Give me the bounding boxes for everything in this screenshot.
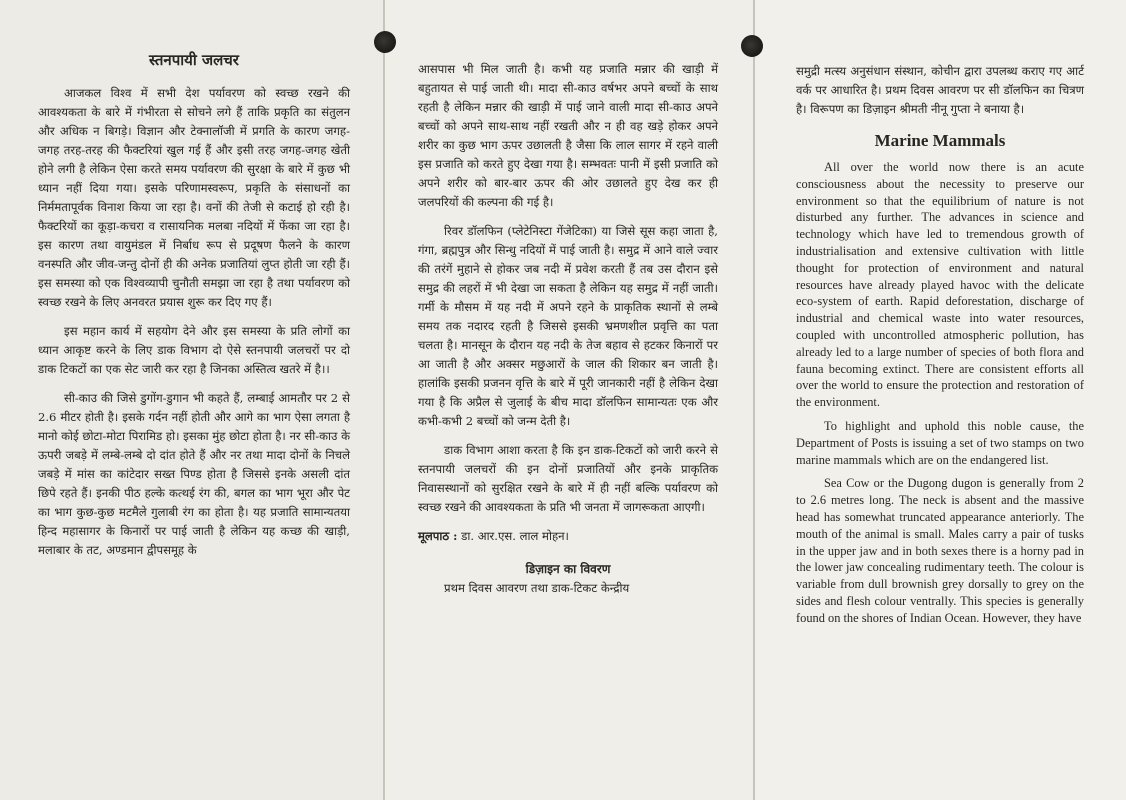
credit-name: डा. आर.एस. लाल मोहन। <box>461 529 569 543</box>
english-title: Marine Mammals <box>874 131 1006 150</box>
english-paragraph-3: Sea Cow or the Dugong dugon is generally from 2 to 2.6 metres long. The neck is absent and the massive head has somewhat truncated appearance anteriorly. The mouth of the animal is small. Males carry a pair of tusks in the upper jaw and in both sexes there is a horny pad in the lower jaw concealing rudimentary teeth. The colour is variable from dull brownish grey dorsally to grey on the sides and flesh colour ventrally. This species is generally found on the shores of Indian Ocean. However, they have <box>796 476 1084 625</box>
fold-seam-left <box>383 0 385 800</box>
credit-label: मूलपाठ : <box>418 529 458 543</box>
english-paragraph-1: All over the world now there is an acute consciousness about the necessity to preserve our environment so that the equilibrium of nature is not disturbed any further. The advances in science and technology which have led to tremendous growth of industrialisation and extensive cultivation with little thought for protection of environment and natural resources have already played havoc with the delicate eco-system of earth. Rapid deforestation, discharge of industrial and chemical waste into water resources, coupled with uncontrolled atmospheric pollution, has already led to a large number of species of both flora and fauna becoming extinct. There are consistent efforts all over the world to ensure the protection and restoration of the environment. <box>796 160 1084 410</box>
design-text: प्रथम दिवस आवरण तथा डाक-टिकट केन्द्रीय <box>444 581 630 595</box>
left-column <box>38 0 350 570</box>
middle-column <box>418 0 718 608</box>
hindi-paragraph-6: डाक विभाग आशा करता है कि इन डाक-टिकटों को जारी करने से स्तनपायी जलचरों की इन दोनों प्रजातियों और इनके प्राकृतिक निवासस्थानों को सुरक्षित रखने के बारे में ही नहीं बल्कि पर्यावरण को स्वच्छ रखने की आवश्यकता के प्रति भी जनता में जागरूकता आएगी। <box>418 443 718 514</box>
punch-hole-left <box>374 31 396 53</box>
design-heading: डिज़ाइन का विवरण <box>525 562 611 576</box>
credit-line <box>418 527 718 546</box>
fold-seam-right <box>753 0 755 800</box>
hindi-paragraph-1: आजकल विश्व में सभी देश पर्यावरण को स्वच्छ रखने की आवश्यकता के बारे में गंभीरता से सोचने लगे हैं ताकि प्रकृति का संतुलन और अधिक न बिगड़े। विज्ञान और टेक्नालॉजी में प्रगति के कारण जगह-जगह तरह-तरह की फैक्टरियां खुल गई हैं और इसी तरह जगह-जगह खेती होने लगी है लेकिन ऐसा करते समय पर्यावरण की सुरक्षा के बारे में कुछ भी ध्यान नहीं दिया गया। इसके परिणामस्वरूप, प्रकृति के संसाधनों का निर्ममतापूर्वक विनाश किया जा रहा है। वनों की तेजी से कटाई हो रही है। फैक्टरियों का कूड़ा-कचरा व रासायनिक मलबा नदियों में फेंका जा रहा है। इस कारण तथा वायुमंडल में निर्बाध रूप से प्रदूषण फैलने के कारण वनस्पति और जीव-जन्तु दोनों ही की अनेक प्रजातियां लुप्त होती जा रही हैं। इस समस्या को एक विश्वव्यापी चुनौती समझा जा रहा है तथा पर्यावरण को स्वच्छ रखने के लिए अनवरत प्रयास शुरू कर दिए गए हैं। <box>38 86 350 309</box>
left-panel <box>0 0 384 800</box>
hindi-paragraph-4: आसपास भी मिल जाती है। कभी यह प्रजाति मन्नार की खाड़ी में बहुतायत से पाई जाती थी। मादा सी-काउ वर्षभर अपने बच्चों के साथ रहती है लेकिन मन्नार की खाड़ी में पाई जाने वाली मादा सी-काउ अपने बच्चों को अपने साथ-साथ नहीं रखती और न ही वह खड़े होकर अपने शरीर का कुछ भाग ऊपर उछालती है जैसा कि लाल सागर में रहने वाली इस प्रजाति को करते हुए देखा गया है। सम्भवतः पानी में इसी प्रजाति को अपने शरीर को बार-बार ऊपर की ओर उछालते हुए देख कर ही जलपरियों की कल्पना की गई है। <box>418 62 718 209</box>
english-paragraph-2: To highlight and uphold this noble cause, the Department of Posts is issuing a set of two stamps on two marine mammals which are on the endangered list. <box>796 418 1084 467</box>
right-panel <box>754 0 1126 800</box>
hindi-paragraph-2: इस महान कार्य में सहयोग देने और इस समस्या के प्रति लोगों का ध्यान आकृष्ट करने के लिए डाक विभाग दो ऐसे स्तनपायी जलचरों पर दो डाक टिकटों का एक सेट जारी कर रहा है जिनका अस्तित्व खतरे में है।। <box>38 324 350 376</box>
punch-hole-right <box>741 35 763 57</box>
hindi-paragraph-5: रिवर डॉलफिन (प्लेटेनिस्टा गेंजेटिका) या जिसे सूस कहा जाता है, गंगा, ब्रह्मपुत्र और सिन्धु नदियों में पाई जाती है। समुद्र में आने वाले ज्वार की तरंगें मुहाने से होकर जब नदी में प्रवेश करती हैं तब उस दौरान इसे समुद्र की लहरों में भी देखा जा सकता है लेकिन यह समुद्र में नहीं जाती। गर्मी के मौसम में यह नदी में अपने रहने के प्राकृतिक स्थानों से लम्बे समय तक नदारद रहती है जिससे इसकी भ्रमणशील प्रवृत्ति का पता चलता है। मानसून के दौरान यह नदी के तेज बहाव से हटकर किनारों पर आ जाती है और अक्सर मछुआरों के जाल की शिकार बन जाती है। हालांकि इसकी प्रजनन वृत्ति के बारे में पूरी जानकारी नहीं है लेकिन देखा गया है कि अप्रैल से जुलाई के बीच मादा डॉलफिन सामान्यतः एक और कभी-कभी 2 बच्चों को जन्म देती है। <box>418 224 718 428</box>
middle-panel <box>384 0 754 800</box>
hindi-title: स्तनपायी जलचर <box>149 51 239 69</box>
right-column <box>796 0 1084 634</box>
hindi-continuation: समुद्री मत्स्य अनुसंधान संस्थान, कोचीन द्वारा उपलब्ध कराए गए आर्ट वर्क पर आधारित है। प्रथम दिवस आवरण पर सी डॉलफिन का चित्रण है। विरूपण का डिज़ाइन श्रीमती नीनू गुप्ता ने बनाया है। <box>796 64 1084 116</box>
hindi-paragraph-3: सी-काउ की जिसे डुगोंग-डुगान भी कहते हैं, लम्बाई आमतौर पर 2 से 2.6 मीटर होती है। इसके गर्दन नहीं होती और आगे का भाग ऐसा लगता है मानो कोई छोटा-मोटा पिरामिड हो। इसका मुंह छोटा होता है। नर सी-काउ के ऊपरी जबड़े में लम्बे-लम्बे दो दांत होते हैं और नर तथा मादा दोनों के निचले जबड़े में मांस का कांटेदार सख्त पिण्ड होता है जिससे इनके असली दांत छिपे रहते हैं। इनकी पीठ हल्के कत्थई रंग की, बगल का भाग भूरा और पेट का भाग कुछ-कुछ मटमैले गुलाबी रंग का होता है। यह प्रजाति सामान्यतया हिन्द महासागर के किनारों पर पाई जाती है लेकिन यह कच्छ की खाड़ी, मलाबार के तट, अण्डमान द्वीपसमूह के <box>38 391 350 557</box>
